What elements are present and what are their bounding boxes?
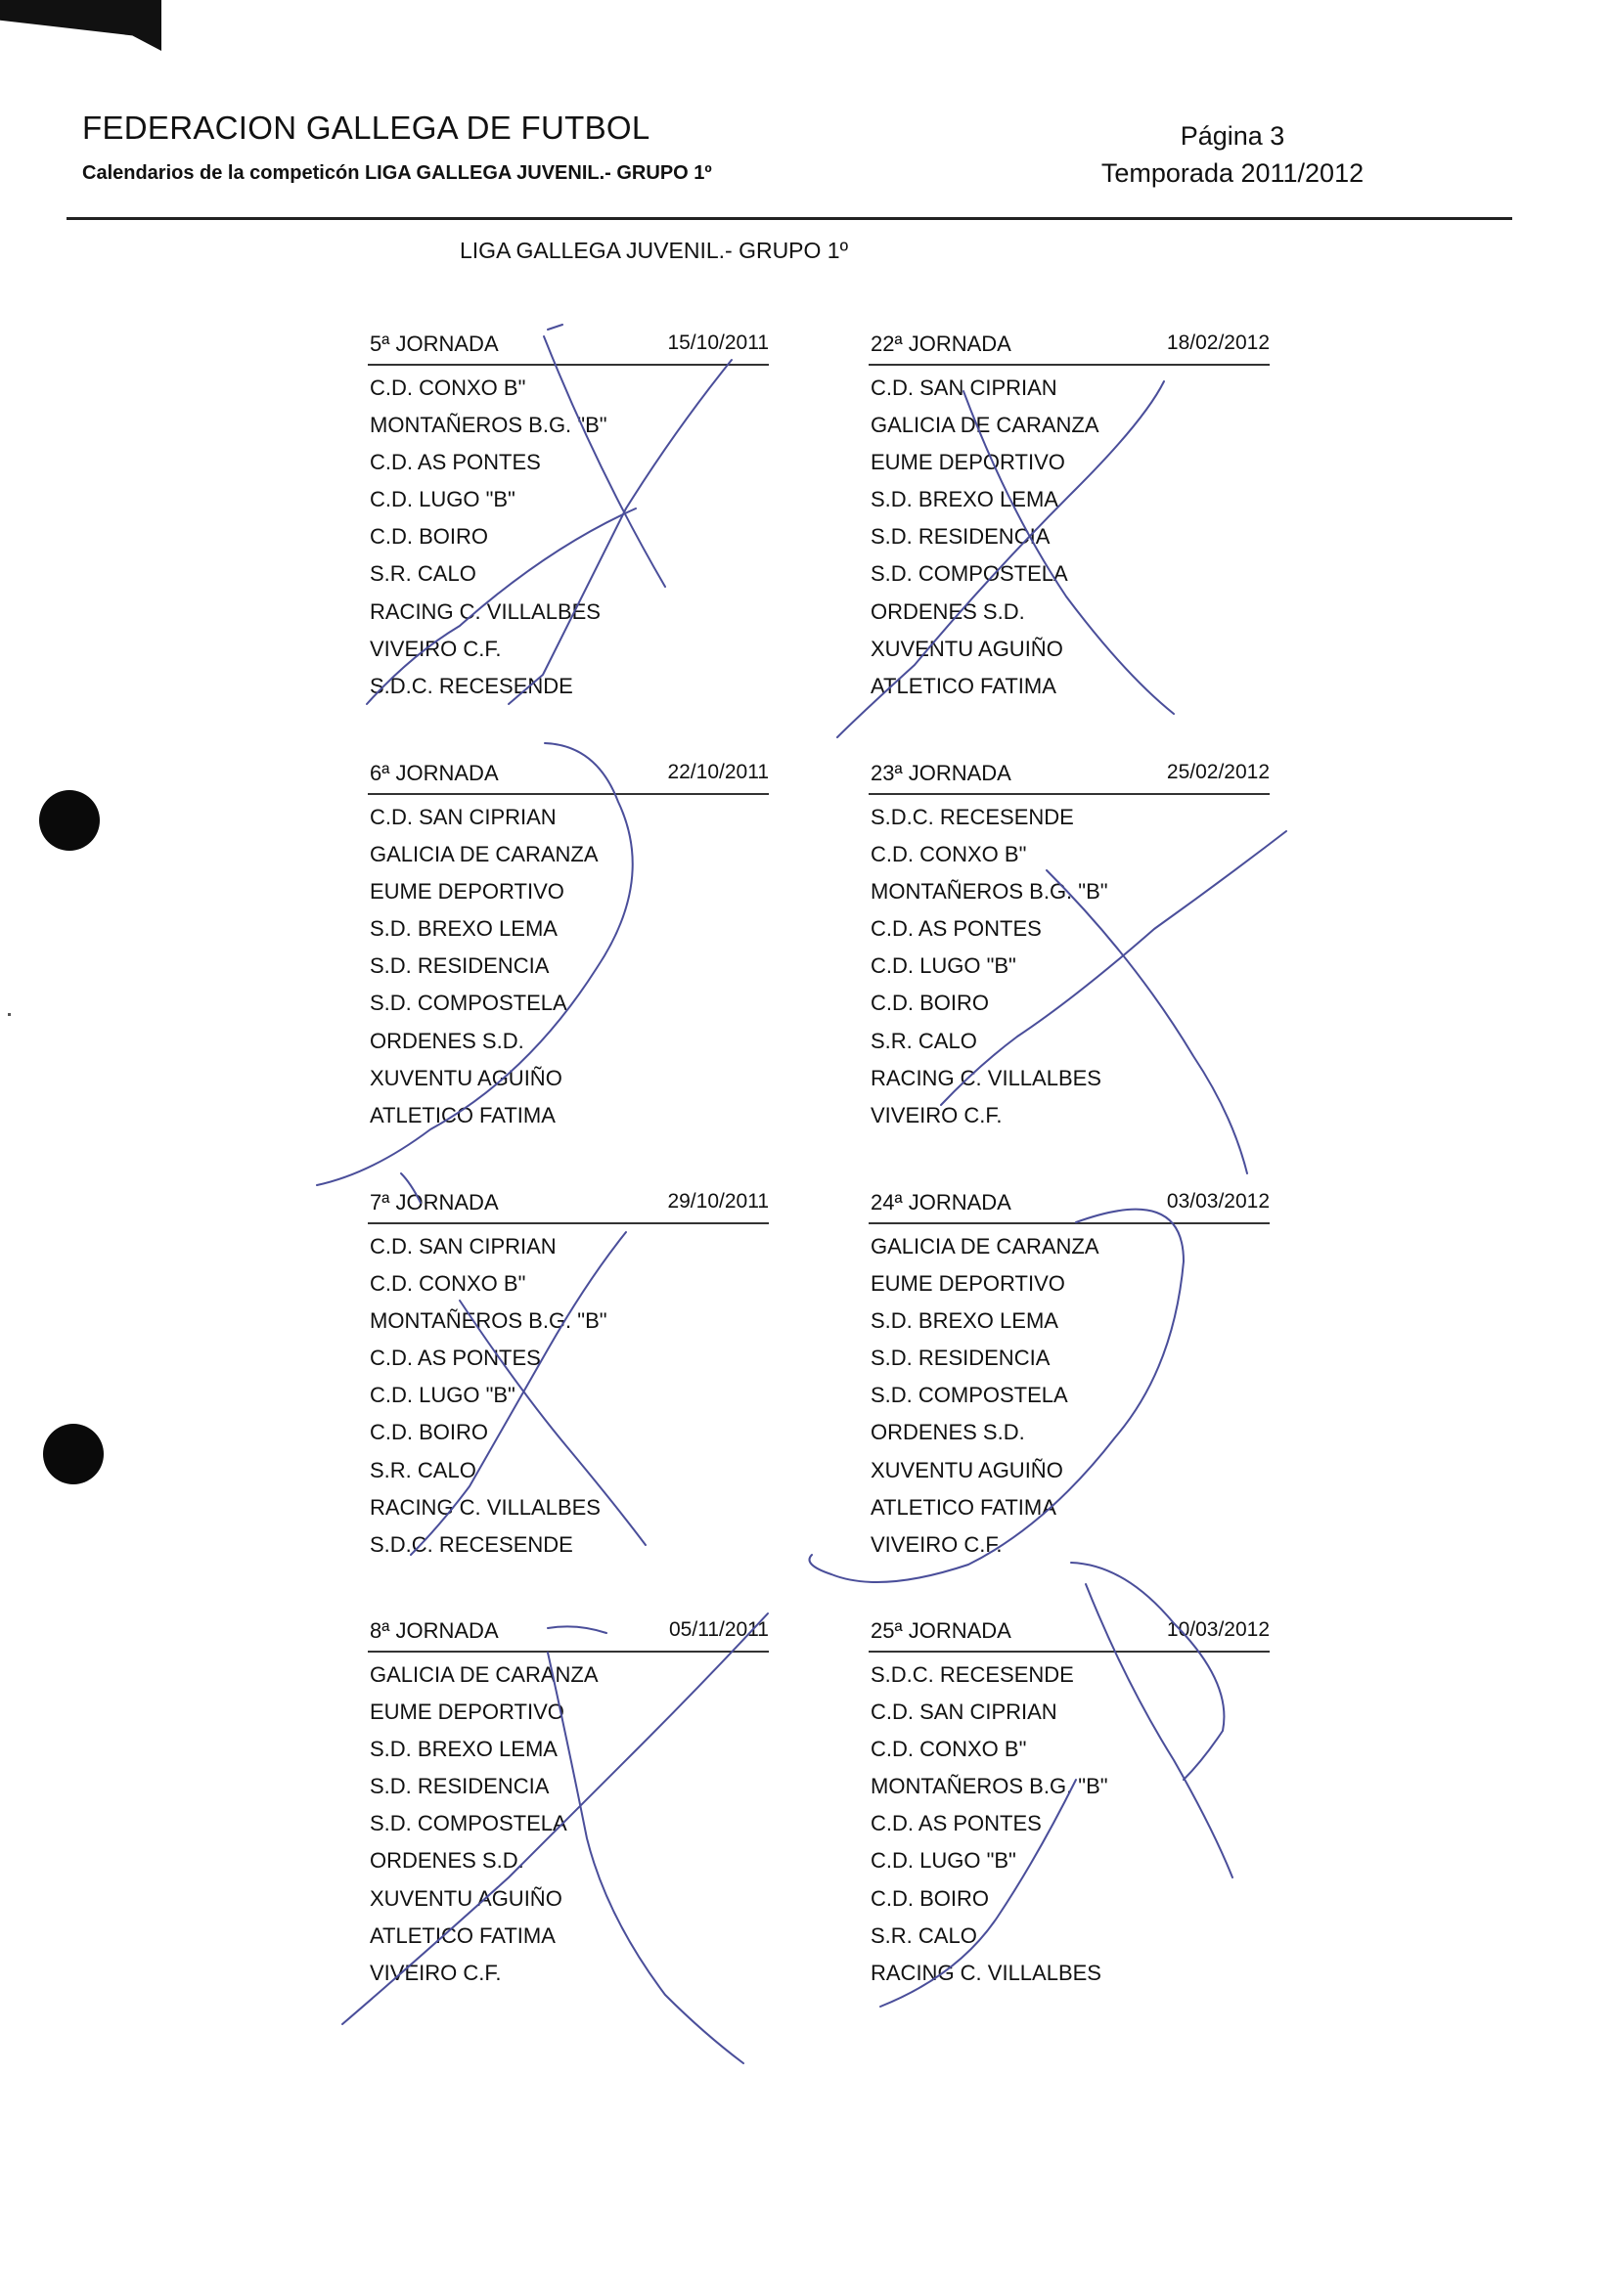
round-header	[869, 1187, 1270, 1224]
round-header	[368, 758, 769, 795]
round-block	[368, 1615, 769, 1992]
team-name: ORDENES S.D.	[871, 598, 1025, 624]
round-label: 5ª JORNADA	[370, 331, 499, 356]
team-name: S.D.C. RECESENDE	[370, 673, 573, 698]
team-name: C.D. SAN CIPRIAN	[871, 1700, 1057, 1725]
team-name: C.D. CONXO B"	[871, 842, 1027, 867]
team-name: RACING C. VILLALBES	[370, 1494, 601, 1520]
round-block	[368, 329, 769, 705]
team-name: C.D. SAN CIPRIAN	[871, 375, 1057, 400]
team-list	[368, 1656, 769, 1992]
team-name: XUVENTU AGUIÑO	[871, 1457, 1063, 1482]
team-name: VIVEIRO C.F.	[370, 1960, 502, 1985]
team-list	[368, 799, 769, 1134]
round-label: 23ª JORNADA	[871, 761, 1011, 785]
team-name: MONTAÑEROS B.G. "B"	[370, 413, 607, 438]
team-name: GALICIA DE CARANZA	[871, 1234, 1099, 1258]
page-number: Página 3	[1180, 121, 1285, 151]
team-name: C.D. CONXO B"	[370, 1271, 526, 1297]
team-name: C.D. BOIRO	[370, 1420, 489, 1445]
round-date: 22/10/2011	[667, 761, 769, 783]
team-name: ORDENES S.D.	[370, 1028, 524, 1053]
team-name: VIVEIRO C.F.	[871, 1531, 1003, 1557]
team-name: GALICIA DE CARANZA	[370, 1662, 599, 1687]
round-date: 10/03/2012	[1166, 1618, 1270, 1641]
team-name: C.D. LUGO "B"	[871, 953, 1016, 979]
competition-subtitle: Calendarios de la competicón LIGA GALLEGA JUVENIL.- GRUPO 1º	[82, 162, 712, 184]
round-label: 6ª JORNADA	[370, 761, 499, 785]
team-name: C.D. LUGO "B"	[871, 1848, 1016, 1874]
team-name: S.D. COMPOSTELA	[370, 991, 567, 1016]
team-name: XUVENTU AGUIÑO	[370, 1065, 562, 1090]
round-block	[368, 758, 769, 1134]
header-divider	[67, 217, 1512, 220]
team-list	[869, 370, 1270, 705]
team-name: C.D. BOIRO	[370, 524, 489, 550]
team-name: MONTAÑEROS B.G. "B"	[871, 879, 1108, 905]
team-name: S.R. CALO	[871, 1922, 977, 1948]
round-block	[869, 329, 1270, 705]
team-name: VIVEIRO C.F.	[871, 1102, 1003, 1127]
team-name: C.D. SAN CIPRIAN	[370, 805, 557, 829]
team-name: C.D. BOIRO	[871, 991, 990, 1016]
punch-hole-bottom	[43, 1424, 104, 1484]
team-name: C.D. AS PONTES	[370, 450, 541, 475]
round-header	[368, 1615, 769, 1653]
round-date: 05/11/2011	[669, 1618, 769, 1641]
team-name: ATLETICO FATIMA	[370, 1102, 556, 1127]
team-name: S.D. BREXO LEMA	[871, 1308, 1058, 1334]
round-date: 18/02/2012	[1166, 331, 1270, 354]
round-label: 22ª JORNADA	[871, 331, 1011, 356]
punch-hole-top	[39, 790, 100, 851]
team-name: S.R. CALO	[370, 561, 476, 587]
team-name: RACING C. VILLALBES	[871, 1960, 1101, 1985]
team-name: S.D.C. RECESENDE	[871, 805, 1074, 829]
team-name: S.D. COMPOSTELA	[370, 1811, 567, 1836]
round-block	[869, 1615, 1270, 1992]
team-name: ORDENES S.D.	[370, 1848, 524, 1874]
team-name: S.R. CALO	[871, 1028, 977, 1053]
federation-title: FEDERACION GALLEGA DE FUTBOL	[82, 110, 650, 146]
round-header	[869, 329, 1270, 366]
team-name: EUME DEPORTIVO	[370, 1700, 564, 1725]
round-header	[869, 758, 1270, 795]
team-list	[368, 1228, 769, 1564]
team-name: C.D. BOIRO	[871, 1885, 990, 1911]
round-header	[368, 329, 769, 366]
team-name: ORDENES S.D.	[871, 1420, 1025, 1445]
round-block	[869, 1187, 1270, 1564]
round-date: 15/10/2011	[667, 331, 769, 354]
team-name: C.D. SAN CIPRIAN	[370, 1234, 557, 1258]
round-date: 29/10/2011	[667, 1190, 769, 1213]
team-name: S.D. COMPOSTELA	[871, 561, 1068, 587]
round-header	[869, 1615, 1270, 1653]
team-name: RACING C. VILLALBES	[370, 598, 601, 624]
team-name: GALICIA DE CARANZA	[871, 413, 1099, 438]
round-date: 25/02/2012	[1166, 761, 1270, 783]
team-name: C.D. LUGO "B"	[370, 1383, 515, 1408]
team-name: EUME DEPORTIVO	[871, 1271, 1065, 1297]
team-name: XUVENTU AGUIÑO	[370, 1885, 562, 1911]
season: Temporada 2011/2012	[1100, 158, 1365, 188]
team-list	[869, 1656, 1270, 1992]
round-label: 7ª JORNADA	[370, 1190, 499, 1214]
round-block	[368, 1187, 769, 1564]
round-date: 03/03/2012	[1166, 1190, 1270, 1213]
team-name: RACING C. VILLALBES	[871, 1065, 1101, 1090]
team-name: MONTAÑEROS B.G. "B"	[871, 1774, 1108, 1799]
team-name: ATLETICO FATIMA	[871, 1494, 1056, 1520]
team-name: C.D. AS PONTES	[871, 916, 1042, 942]
round-label: 25ª JORNADA	[871, 1618, 1011, 1643]
team-name: VIVEIRO C.F.	[370, 636, 502, 661]
round-label: 8ª JORNADA	[370, 1618, 499, 1643]
margin-dot	[8, 1013, 11, 1016]
team-list	[869, 1228, 1270, 1564]
team-list	[368, 370, 769, 705]
team-name: S.D. RESIDENCIA	[871, 524, 1051, 550]
team-name: S.R. CALO	[370, 1457, 476, 1482]
team-name: S.D. BREXO LEMA	[370, 1737, 558, 1762]
team-name: EUME DEPORTIVO	[871, 450, 1065, 475]
team-name: ATLETICO FATIMA	[871, 673, 1056, 698]
scan-corner-mark	[0, 0, 161, 51]
team-name: C.D. CONXO B"	[871, 1737, 1027, 1762]
team-name: S.D. COMPOSTELA	[871, 1383, 1068, 1408]
team-name: C.D. AS PONTES	[871, 1811, 1042, 1836]
team-name: C.D. CONXO B"	[370, 375, 526, 400]
team-name: S.D. BREXO LEMA	[871, 487, 1058, 512]
team-name: S.D. BREXO LEMA	[370, 916, 558, 942]
team-name: ATLETICO FATIMA	[370, 1922, 556, 1948]
team-name: S.D.C. RECESENDE	[370, 1531, 573, 1557]
team-name: S.D. RESIDENCIA	[370, 953, 550, 979]
team-name: XUVENTU AGUIÑO	[871, 636, 1063, 661]
team-list	[869, 799, 1270, 1134]
section-title: LIGA GALLEGA JUVENIL.- GRUPO 1º	[460, 238, 848, 263]
team-name: S.D. RESIDENCIA	[871, 1346, 1051, 1371]
team-name: GALICIA DE CARANZA	[370, 842, 599, 867]
round-header	[368, 1187, 769, 1224]
team-name: S.D.C. RECESENDE	[871, 1662, 1074, 1687]
team-name: C.D. LUGO "B"	[370, 487, 515, 512]
team-name: EUME DEPORTIVO	[370, 879, 564, 905]
team-name: MONTAÑEROS B.G. "B"	[370, 1308, 607, 1334]
team-name: C.D. AS PONTES	[370, 1346, 541, 1371]
team-name: S.D. RESIDENCIA	[370, 1774, 550, 1799]
round-block	[869, 758, 1270, 1134]
round-label: 24ª JORNADA	[871, 1190, 1011, 1214]
